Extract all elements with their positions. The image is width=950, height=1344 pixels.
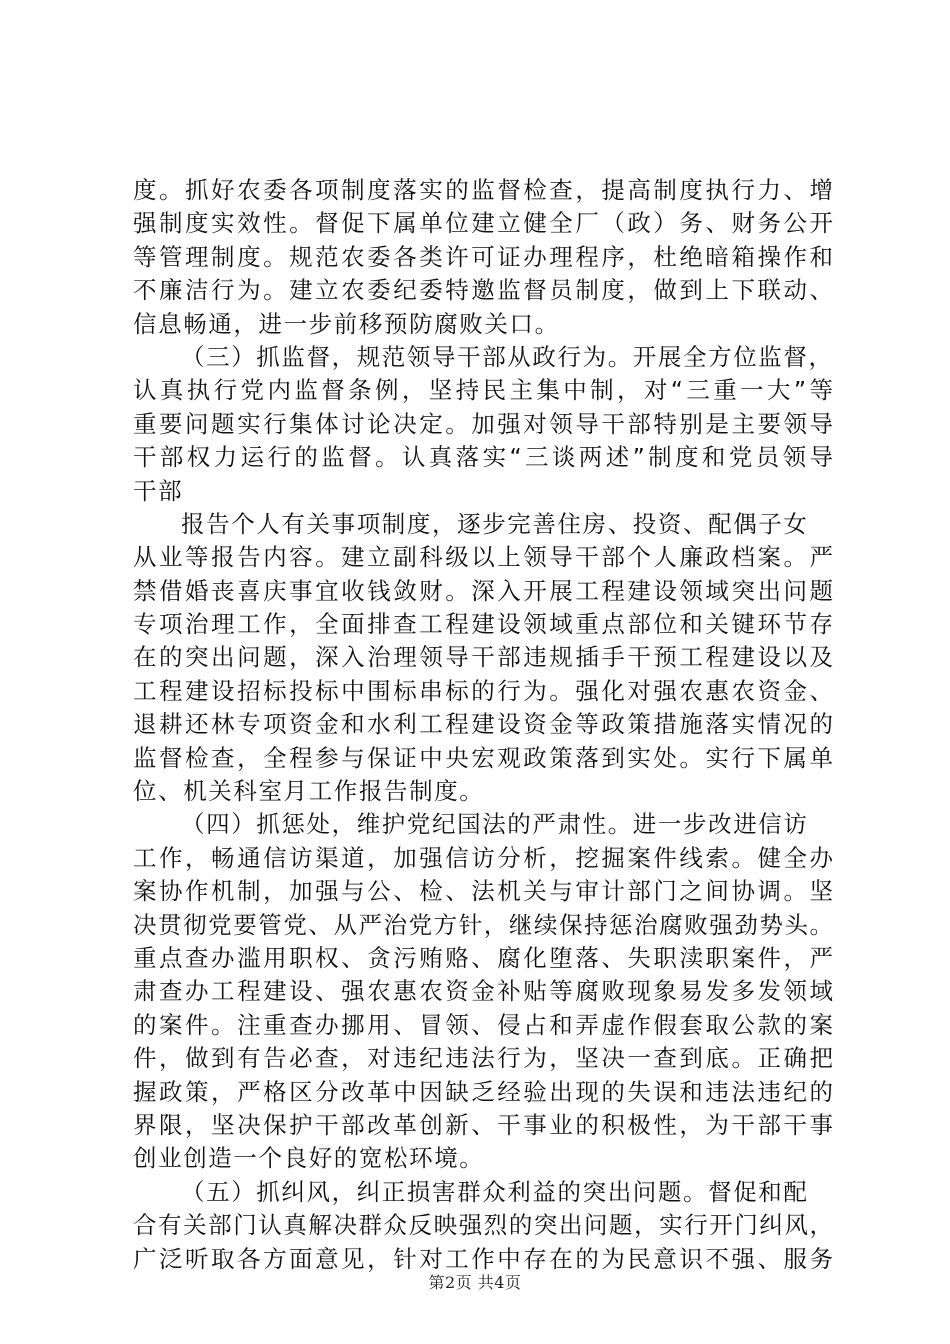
text-line: 在的突出问题，深入治理领导干部违规插手干预工程建设以及 xyxy=(133,643,833,672)
text-line: 强制度实效性。督促下属单位建立健全厂（政）务、财务公开 xyxy=(133,209,833,238)
section-heading-line: （五）抓纠风，纠正损害群众利益的突出问题。督促和配 xyxy=(181,1177,809,1206)
text-line: 广泛听取各方面意见，针对工作中存在的为民意识不强、服务 xyxy=(133,1244,833,1273)
section-heading-line: （四）抓惩处，维护党纪国法的严肃性。进一步改进信访 xyxy=(181,810,809,839)
text-line: 肃查办工程建设、强农惠农资金补贴等腐败现象易发多发领域 xyxy=(133,977,833,1006)
text-line: 干部权力运行的监督。认真落实“三谈两述”制度和党员领导 xyxy=(133,443,833,472)
text-line: 工作，畅通信访渠道，加强信访分析，挖掘案件线索。健全办 xyxy=(133,843,833,872)
text-line: 专项治理工作，全面排查工程建设领域重点部位和关键环节存 xyxy=(133,610,833,639)
text-line: 重要问题实行集体讨论决定。加强对领导干部特别是主要领导 xyxy=(133,409,833,438)
body-text xyxy=(133,174,833,1276)
text-line: 从业等报告内容。建立副科级以上领导干部个人廉政档案。严 xyxy=(133,543,833,572)
paragraph-first-line: 报告个人有关事项制度，逐步完善住房、投资、配偶子女 xyxy=(181,509,809,538)
text-line: 决贯彻党要管党、从严治党方针，继续保持惩治腐败强劲势头。 xyxy=(133,910,833,939)
page-number-footer: 第2页 共4页 xyxy=(428,1273,522,1292)
text-line: 干部 xyxy=(133,476,184,505)
text-line: 退耕还林专项资金和水利工程建设资金等政策措施落实情况的 xyxy=(133,710,833,739)
text-line: 重点查办滥用职权、贪污贿赂、腐化堕落、失职渎职案件，严 xyxy=(133,943,833,972)
text-line: 案协作机制，加强与公、检、法机关与审计部门之间协调。坚 xyxy=(133,877,833,906)
text-line: 信息畅通，进一步前移预防腐败关口。 xyxy=(133,309,560,338)
text-line: 禁借婚丧喜庆事宜收钱敛财。深入开展工程建设领域突出问题 xyxy=(133,576,833,605)
section-heading-line: （三）抓监督，规范领导干部从政行为。开展全方位监督， xyxy=(181,342,834,371)
text-line: 界限，坚决保护干部改革创新、干事业的积极性，为干部干事 xyxy=(133,1110,833,1139)
text-line: 等管理制度。规范农委各类许可证办理程序，杜绝暗箱操作和 xyxy=(133,242,833,271)
text-line: 认真执行党内监督条例，坚持民主集中制，对“三重一大”等 xyxy=(133,376,833,405)
text-line: 件，做到有告必查，对违纪违法行为，坚决一查到底。正确把 xyxy=(133,1044,833,1073)
text-line: 不廉洁行为。建立农委纪委特邀监督员制度，做到上下联动、 xyxy=(133,276,833,305)
text-line: 握政策，严格区分改革中因缺乏经验出现的失误和违法违纪的 xyxy=(133,1077,833,1106)
text-line: 合有关部门认真解决群众反映强烈的突出问题，实行开门纠风， xyxy=(133,1211,833,1240)
text-line: 监督检查，全程参与保证中央宏观政策落到实处。实行下属单 xyxy=(133,743,833,772)
text-line: 的案件。注重查办挪用、冒领、侵占和弄虚作假套取公款的案 xyxy=(133,1010,833,1039)
text-line: 工程建设招标投标中围标串标的行为。强化对强农惠农资金、 xyxy=(133,676,833,705)
text-line: 创业创造一个良好的宽松环境。 xyxy=(133,1144,485,1173)
text-line: 位、机关科室月工作报告制度。 xyxy=(133,777,485,806)
text-line: 度。抓好农委各项制度落实的监督检查，提高制度执行力、增 xyxy=(133,176,833,204)
